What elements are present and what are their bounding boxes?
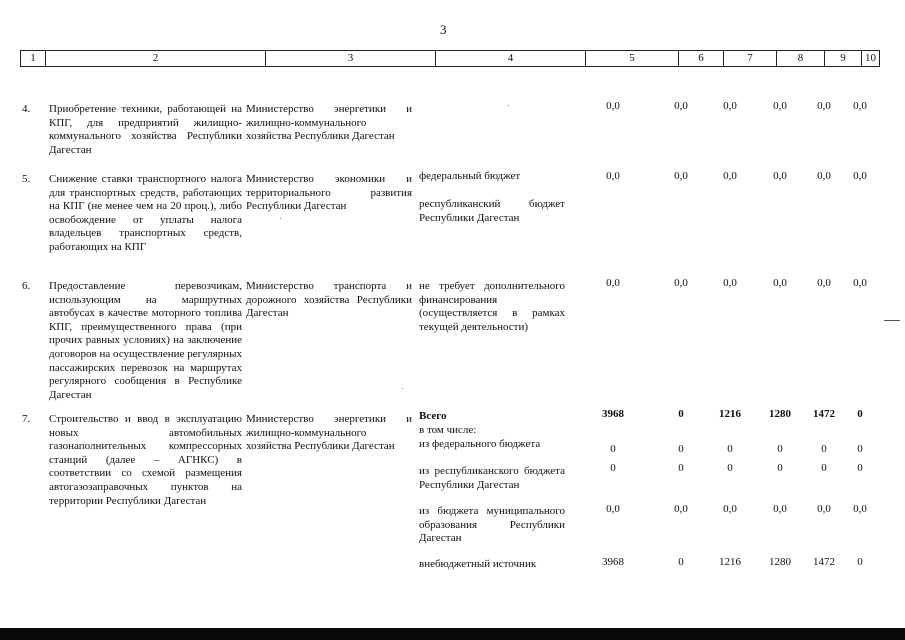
executor-text: Министерство транспорта и дорожного хозяйства Республики Дагестан <box>246 280 412 320</box>
value-col-8: 0,0 <box>773 503 787 515</box>
value-col-10: 0,0 <box>853 277 867 289</box>
header-col-6: 6 <box>679 51 724 66</box>
value-col-8: 1280 <box>769 556 791 568</box>
row-number: 4. <box>22 103 31 115</box>
source-label: в том числе: <box>419 424 477 436</box>
row-number: 7. <box>22 413 31 425</box>
value-col-9: 1472 <box>813 408 835 420</box>
value-col-7: 0 <box>727 443 733 455</box>
value-col-5: 0,0 <box>606 100 620 112</box>
value-col-6: 0 <box>678 443 684 455</box>
table-header <box>20 50 880 67</box>
value-col-6: 0,0 <box>674 170 688 182</box>
executor-text: Министерство экономики и территориального развития Республики Дагестан <box>246 173 412 213</box>
scan-dot <box>508 105 509 106</box>
value-col-7: 0 <box>727 462 733 474</box>
measure-text: Предоставление перевозчикам, использующим на маршрутных автобусах в качестве моторного топлива КПГ, преимущественного права (при прочих равных условиях) на заключение договоров на осуществление регулярных пассажирских перевозок на маршрутах регулярного сообщения в Республике Дагестан <box>49 280 242 401</box>
source-label-total: Всего <box>419 410 447 422</box>
value-col-6: 0,0 <box>674 277 688 289</box>
value-col-8: 0,0 <box>773 170 787 182</box>
value-col-9: 0 <box>821 462 827 474</box>
value-col-7: 0,0 <box>723 100 737 112</box>
value-col-7: 0,0 <box>723 277 737 289</box>
value-col-9: 0,0 <box>817 277 831 289</box>
value-col-5: 0 <box>610 462 616 474</box>
value-col-9: 0,0 <box>817 170 831 182</box>
value-col-5: 3968 <box>602 408 624 420</box>
value-col-8: 1280 <box>769 408 791 420</box>
measure-text: Снижение ставки транспортного налога для транспортных средств, работающих на КПГ (не менее чем на 20 проц.), либо освобождение от уплаты налога владельцев транспортных средств, работающих на КПГ <box>49 173 242 253</box>
value-col-9: 0 <box>821 443 827 455</box>
header-col-5: 5 <box>586 51 679 66</box>
value-col-6: 0,0 <box>674 100 688 112</box>
measure-text: Строительство и ввод в эксплуатацию новых автомобильных газонаполнительных компрессорных станций (далее – АГНКС) в соответствии со схемой размещения автогазозаправочных пунктов на территории Республики Дагестан <box>49 413 242 507</box>
page-number: 3 <box>440 22 447 37</box>
scan-dot <box>280 218 281 219</box>
scan-bottom-edge <box>0 628 905 640</box>
value-col-5: 0 <box>610 443 616 455</box>
source-label: федеральный бюджет <box>419 170 521 182</box>
value-col-5: 0,0 <box>606 277 620 289</box>
value-col-7: 0,0 <box>723 170 737 182</box>
header-col-7: 7 <box>724 51 777 66</box>
value-col-8: 0 <box>777 443 783 455</box>
value-col-10: 0,0 <box>853 503 867 515</box>
value-col-10: 0,0 <box>853 170 867 182</box>
header-col-1: 1 <box>21 51 46 66</box>
value-col-7: 1216 <box>719 408 741 420</box>
header-col-4: 4 <box>436 51 586 66</box>
executor-text: Министерство энергетики и жилищно-коммунального хозяйства Республики Дагестан <box>246 103 412 143</box>
header-col-8: 8 <box>777 51 825 66</box>
value-col-8: 0,0 <box>773 277 787 289</box>
source-label: из федерального бюджета <box>419 438 541 450</box>
value-col-6: 0,0 <box>674 503 688 515</box>
value-col-5: 0,0 <box>606 503 620 515</box>
value-col-10: 0 <box>857 556 863 568</box>
header-col-3: 3 <box>266 51 436 66</box>
value-col-10: 0,0 <box>853 100 867 112</box>
source-label: внебюджетный источник <box>419 558 537 570</box>
source-label: республиканский бюджет Республики Дагестан <box>419 198 565 224</box>
executor-text: Министерство энергетики и жилищно-коммунального хозяйства Республики Дагестан <box>246 413 412 453</box>
value-col-5: 3968 <box>602 556 624 568</box>
value-col-8: 0 <box>777 462 783 474</box>
header-col-10: 10 <box>865 52 876 64</box>
scan-mark <box>884 320 900 321</box>
source-label: не требует дополнительного финансирования (осуществляется в рамках текущей деятельности) <box>419 280 565 333</box>
scan-dot <box>402 388 403 389</box>
source-label: из республиканского бюджета Республики Дагестан <box>419 465 565 491</box>
value-col-7: 1216 <box>719 556 741 568</box>
value-col-9: 1472 <box>813 556 835 568</box>
value-col-6: 0 <box>678 462 684 474</box>
value-col-10: 0 <box>857 408 863 420</box>
value-col-5: 0,0 <box>606 170 620 182</box>
header-col-2: 2 <box>46 51 266 66</box>
value-col-10: 0 <box>857 443 863 455</box>
value-col-7: 0,0 <box>723 503 737 515</box>
value-col-10: 0 <box>857 462 863 474</box>
row-number: 6. <box>22 280 31 292</box>
source-label: из бюджета муниципального образования Республики Дагестан <box>419 505 565 545</box>
value-col-9: 0,0 <box>817 503 831 515</box>
value-col-6: 0 <box>678 556 684 568</box>
value-col-9: 0,0 <box>817 100 831 112</box>
value-col-8: 0,0 <box>773 100 787 112</box>
measure-text: Приобретение техники, работающей на КПГ, для предприятий жилищно-коммунального хозяйства Республики Дагестан <box>49 103 242 156</box>
row-number: 5. <box>22 173 31 185</box>
value-col-6: 0 <box>678 408 684 420</box>
header-col-9: 9 <box>825 51 862 66</box>
